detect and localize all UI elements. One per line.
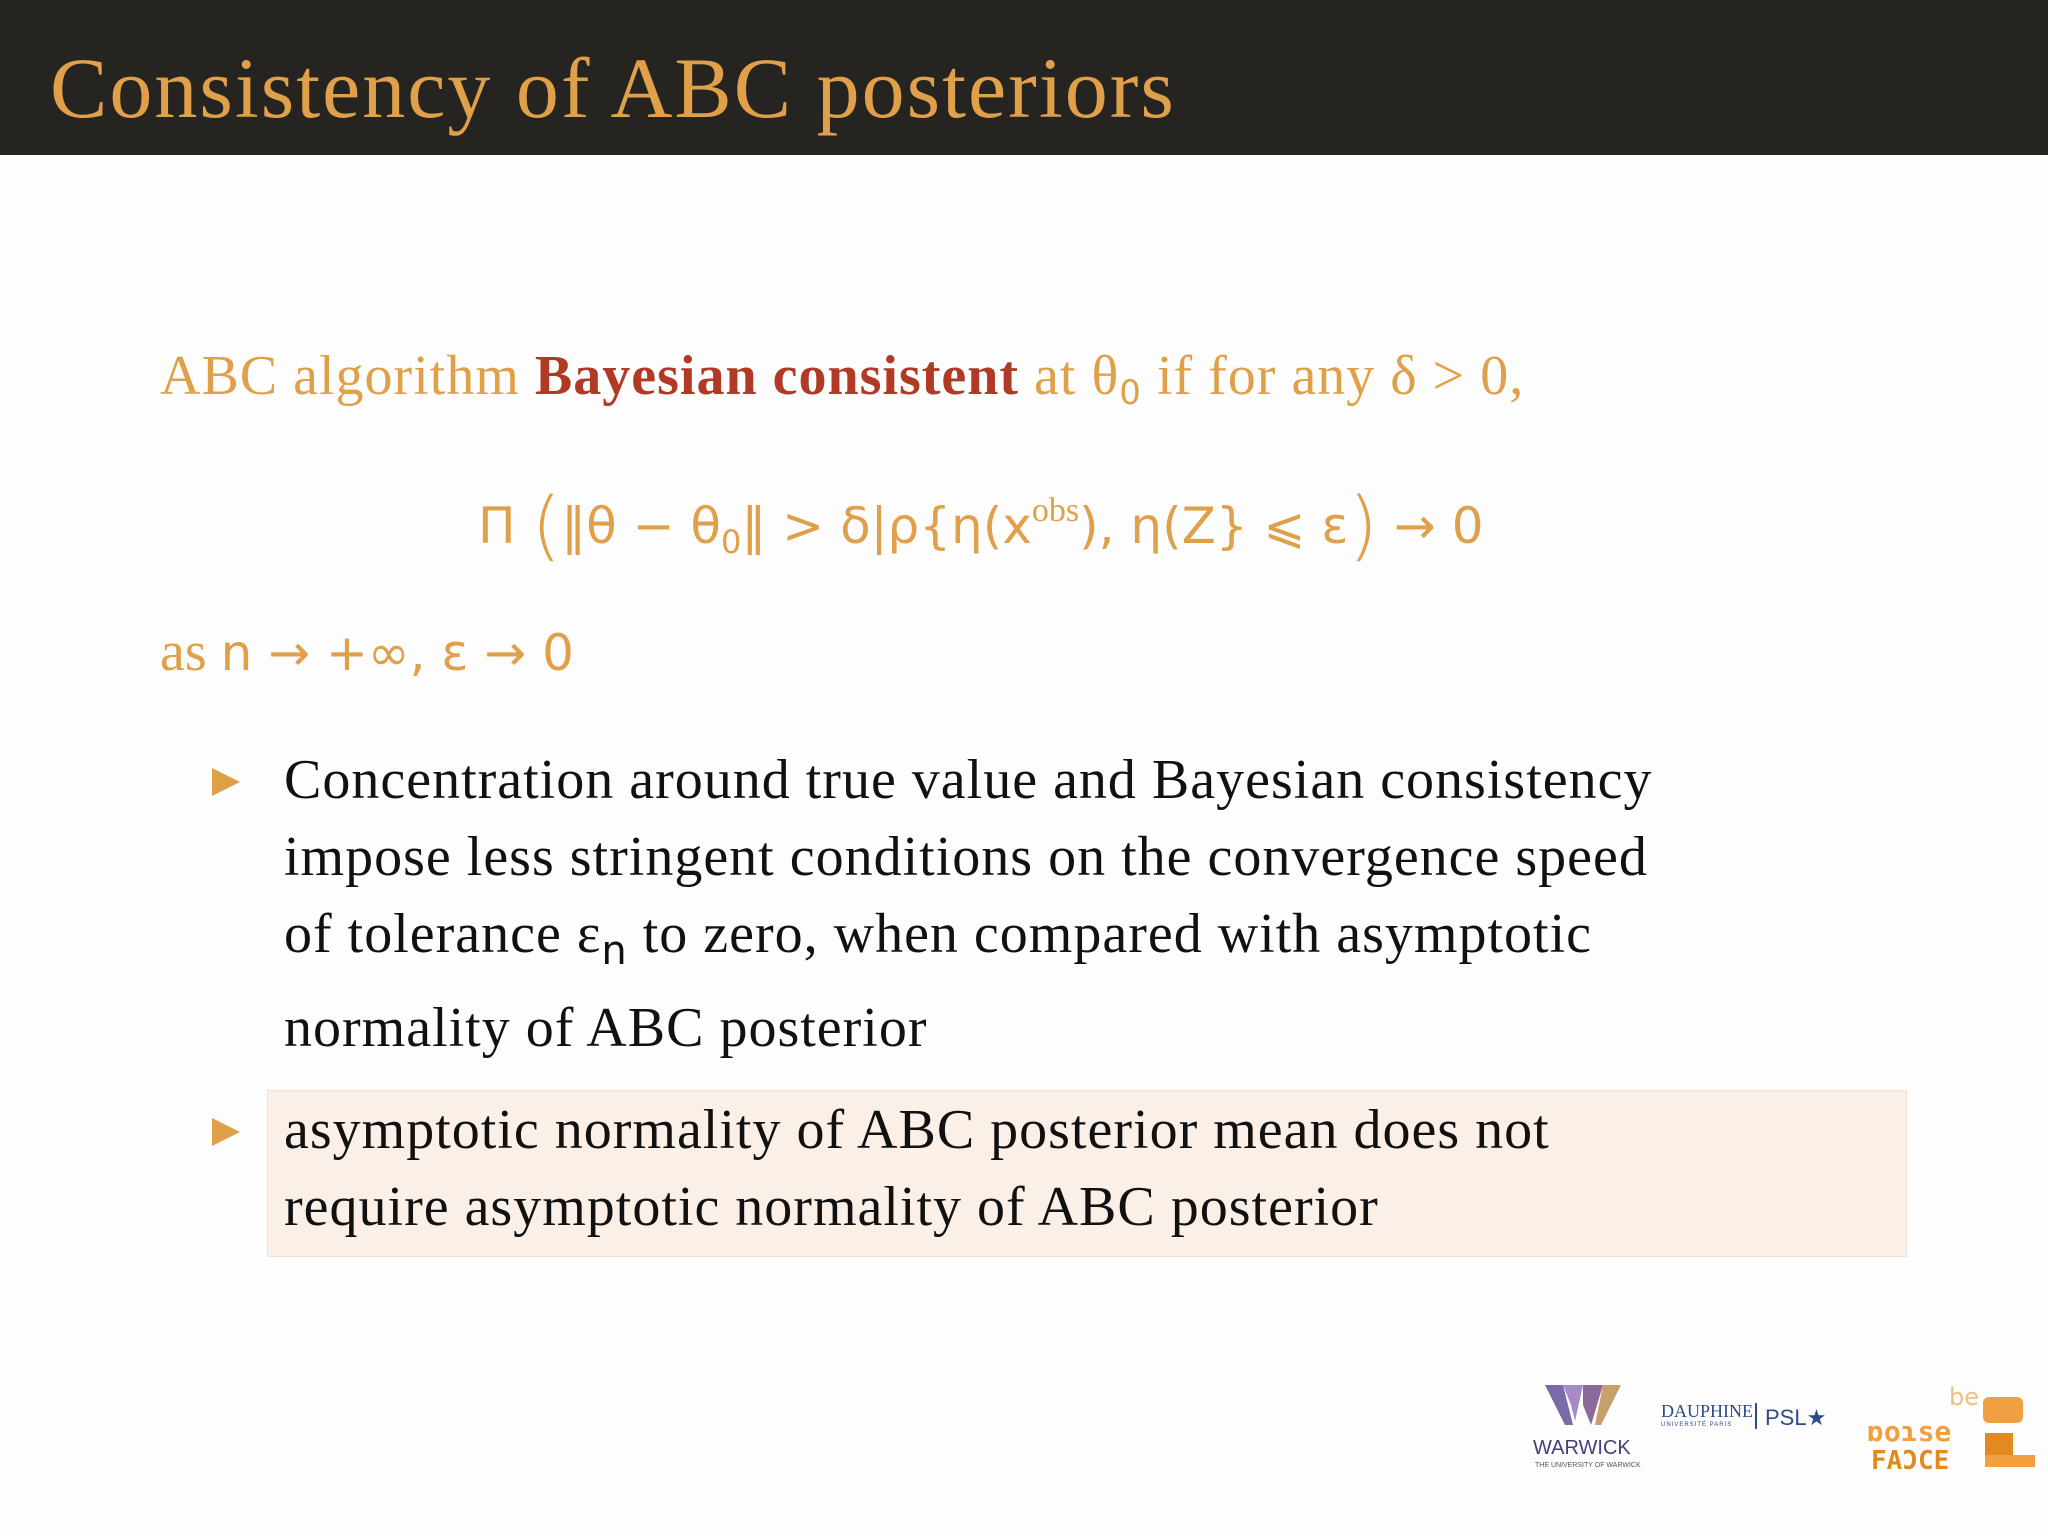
formula-sup: obs xyxy=(1031,492,1080,529)
bullet-1-line-2: impose less stringent conditions on the convergence speed xyxy=(284,826,1648,888)
definition-line xyxy=(160,344,1524,413)
bullet-1-line-4: normality of ABC posterior xyxy=(284,997,928,1059)
triangle-bullet-icon xyxy=(212,768,240,796)
formula-close: ) xyxy=(1348,480,1379,569)
bullet-1-text xyxy=(284,742,1652,1067)
limit-word: as xyxy=(160,621,221,683)
bayes-pour-faire-logo xyxy=(1865,1377,2035,1477)
svg-text:be: be xyxy=(1949,1383,1979,1411)
dauphine-logo: DAUPHINE xyxy=(1661,1401,1753,1421)
limit-line xyxy=(160,620,574,684)
definition-suffix: at θ xyxy=(1019,345,1120,407)
definition-suffix2: if for any δ > 0, xyxy=(1141,345,1525,407)
title-bar xyxy=(0,0,2048,155)
definition-term: Bayesian consistent xyxy=(534,345,1020,407)
bullet-2-text xyxy=(284,1092,1550,1246)
warwick-logo xyxy=(1525,1385,1645,1475)
bullet-1-line-3-pre: of tolerance ε xyxy=(284,903,602,965)
formula-part4: ), η(Z} ⩽ ε xyxy=(1079,497,1349,555)
slide-title: Consistency of ABC posteriors xyxy=(50,40,1176,136)
bullet-2-line-2: require asymptotic normality of ABC posterior xyxy=(284,1176,1379,1238)
warwick-mark-icon xyxy=(1545,1385,1621,1429)
svg-text:FAƆCE: FAƆCE xyxy=(1871,1446,1950,1476)
logo-divider xyxy=(1755,1403,1757,1429)
definition-sub: 0 xyxy=(1119,373,1142,413)
bullet-1-line-3 xyxy=(284,896,1652,990)
limit-expr: n → +∞, ε → 0 xyxy=(220,624,574,682)
bullet-1-line-3-post: to zero, when compared with asymptotic xyxy=(627,903,1593,965)
warwick-sub: THE UNIVERSITY OF WARWICK xyxy=(1535,1462,1641,1469)
formula-part1: Π xyxy=(478,497,532,555)
formula-part5: → 0 xyxy=(1378,497,1484,555)
psl-logo: PSL★ xyxy=(1765,1405,1827,1430)
svg-text:ɒoɿse: ɒoɿse xyxy=(1867,1415,1952,1448)
formula-part2: ‖θ − θ xyxy=(561,497,722,555)
formula-open: ( xyxy=(531,480,562,569)
consistency-formula xyxy=(478,480,1484,569)
bullet-1-line-1: Concentration around true value and Bayesian consistency xyxy=(284,749,1653,811)
warwick-name: WARWICK xyxy=(1533,1437,1631,1459)
definition-prefix: ABC algorithm xyxy=(160,345,535,407)
bullet-2-line-1: asymptotic normality of ABC posterior mean does not xyxy=(284,1099,1550,1161)
bullet-1-line-3-sub: n xyxy=(601,928,628,974)
triangle-bullet-icon xyxy=(212,1118,240,1146)
formula-sub0: 0 xyxy=(721,523,742,561)
dauphine-sub: UNIVERSITÉ PARIS xyxy=(1661,1422,1733,1428)
formula-part3: ‖ > δ|ρ{η(x xyxy=(741,497,1032,555)
logo-strip xyxy=(1525,1385,2035,1475)
